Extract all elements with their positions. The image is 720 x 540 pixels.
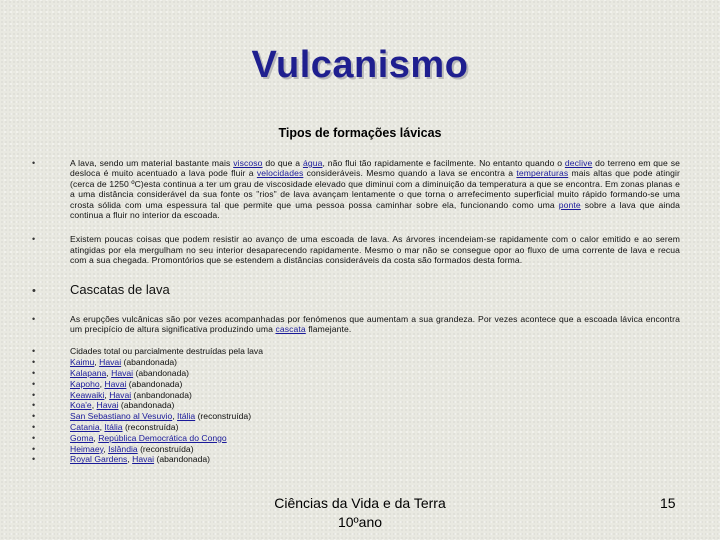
paragraph-lava-advance: • Existem poucas coisas que podem resistir ao avanço de uma escoada de lava. As árvores incendeiam-se rapidamente com o calor emitido e ao serem atingidas por ela mergulham no seu interior desaparecendo rapidamente. Mesmo o mar não se consegue opor ao fluxo de uma corrente de lava e recua com a sua chegada. Promontórios que se estendem a distâncias consideráveis da costa são formados desta forma. [30,234,680,265]
page-number: 15 [660,495,676,511]
city-link[interactable]: Kalapana [70,368,107,379]
list-item [30,433,680,444]
list-item [30,400,680,411]
city-link[interactable]: San Sebastiano al Vesuvio [70,411,173,422]
paragraph-lava-cascades [30,314,680,335]
separator: , [172,411,178,422]
country-link[interactable]: Havai [132,454,155,465]
city-link[interactable]: Heimaey [70,443,104,454]
text-run: mais altas que pode atingir (cerca de 1250 ºC)esta continua a ter um grau de viscosidade elevado que diminui com a diminuição da temperatura a que se encontra. Em zonas planas e a uma distância considerável da sua fonte os "rios" de lava avançam lentamente o que torna o arrefecimento superficial muito rápido formando-se uma crosta sólida com uma espessura tal que permite que uma pessoa possa caminhar sobre ela, funcionando como uma [70,168,680,210]
city-status: (abandonada) [121,357,178,368]
separator: , [104,389,110,400]
country-link[interactable]: Havai [96,400,119,411]
link-declive[interactable]: declive [564,158,593,168]
section-heading-cascatas: • Cascatas de lava [30,282,680,298]
footer-grade: 10ºano [337,514,383,530]
city-status: (abandonada) [154,454,210,465]
link-viscoso[interactable]: viscoso [233,158,263,168]
text-run: consideráveis. Mesmo quando a lava se encontra a [303,168,517,179]
slide-footer [258,494,462,532]
country-link[interactable]: Havai [111,368,134,379]
separator: , [93,432,99,443]
separator: , [103,443,109,454]
country-link[interactable]: Havai [104,378,127,389]
city-status: (abandonada) [126,378,183,389]
city-link[interactable]: Keawaiki [70,389,105,400]
country-link[interactable]: Havai [109,389,132,400]
link-ponte[interactable]: ponte [558,199,581,210]
text-run: flamejante. [305,324,352,335]
link-cascata[interactable]: cascata [275,324,306,335]
list-item [30,411,680,422]
text-run: sobre a lava que ainda continua a fluir no interior da escoada. [70,199,680,221]
link-agua[interactable]: água [302,158,323,168]
country-link[interactable]: República Democrática do Congo [98,432,227,443]
text-run: A lava, sendo um material bastante mais [70,158,234,168]
list-item [30,422,680,433]
slide-subtitle: Tipos de formações lávicas [278,126,442,140]
footer-course: Ciências da Vida e da Terra [274,495,446,511]
city-status: (reconstruída) [122,422,179,433]
link-temperaturas[interactable]: temperaturas [516,168,569,179]
city-link[interactable]: Goma [70,432,94,443]
country-link[interactable]: Islândia [108,443,138,454]
text-run: , não flui tão rapidamente e facilmente. No entanto quando o [322,158,565,168]
slide-title: Vulcanismo [251,44,469,86]
separator: , [94,357,100,368]
slide-content [30,158,680,465]
city-status: (anbandonada) [131,389,192,400]
link-velocidades[interactable]: velocidades [256,168,304,179]
city-status: (abandonada) [118,400,175,411]
city-list [30,357,680,465]
country-link[interactable]: Havai [99,357,122,368]
city-status: (reconstruída) [195,411,252,422]
city-list-intro: • Cidades total ou parcialmente destruídas pela lava [30,346,680,357]
separator: , [91,400,97,411]
list-item [30,368,680,379]
city-link[interactable]: Kaimu [70,357,95,368]
city-link[interactable]: Koa'e [70,400,92,411]
list-item [30,357,680,368]
city-link[interactable]: Catania [70,422,100,433]
country-link[interactable]: Itália [104,422,123,433]
list-item [30,379,680,390]
list-item [30,454,680,465]
text-run: do que a [262,158,303,168]
city-status: (abandonada) [133,368,189,379]
city-link[interactable]: Royal Gardens [70,454,128,465]
text-run: As erupções vulcânicas são por vezes acompanhadas por fenómenos que aumentam a sua grandeza. Por vezes acontece que a escoada lávica encontra um precipício de altura significativa produzindo uma [70,313,680,335]
list-item [30,390,680,401]
separator: , [99,378,105,389]
country-link[interactable]: Itália [177,411,196,422]
city-link[interactable]: Kapoho [70,378,100,389]
separator: , [99,422,105,433]
paragraph-lava-viscosity [30,158,680,220]
city-status: (reconstruída) [137,443,194,454]
separator: , [127,454,133,465]
separator: , [106,368,112,379]
list-item [30,444,680,455]
text-run: do terreno em que se desloca é muito acentuado a lava pode fluir a [70,158,680,179]
